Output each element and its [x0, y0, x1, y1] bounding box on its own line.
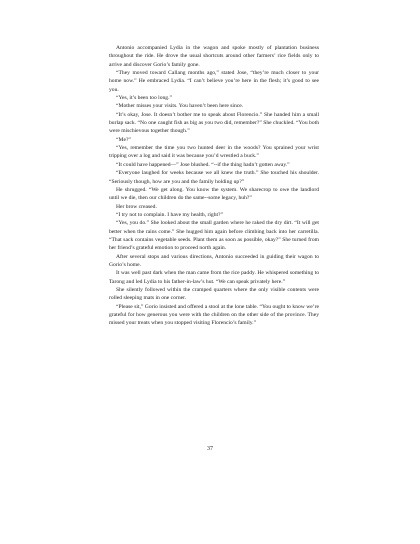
body-text: [109, 44, 319, 328]
paragraph: “Everyone laughed for weeks because we all knew the truth.” She touched his shoulder. “Seriously though, how are you and the family holding up?”: [109, 170, 319, 185]
paragraph: She silently followed within the cramped quarters where the only visible contents were rolled sleeping mats in one corner.: [109, 286, 319, 302]
paragraph: Antonio accompanied Lydia in the wagon and spoke mostly of plantation business throughout the ride. He drove the usual shortcuts around other farmers’ rice fields only to arrive and discover Gorio’s family gone.: [109, 45, 319, 68]
paragraph: “Yes, it’s been too long.”: [116, 95, 172, 102]
paragraph: Her brow creased.: [116, 203, 157, 210]
paragraph: “Please sit,” Gorio insisted and offered a stool at the lone table. “You ought to know we’re grateful for how generous you were with the children on the other side of the province. They missed your treats when you stopped visiting Florencio’s family.”: [109, 303, 319, 327]
paragraph: “Yes, remember the time you two hunted deer in the woods? You sprained your wrist tripping over a log and said it was because you’d wrestled a buck.”: [109, 145, 319, 160]
paragraph: “Me?”: [116, 136, 131, 143]
paragraph: “It’s okay, Jose. It doesn’t bother me to speak about Florencio.” She handed him a small burlap sack. “No one caught fish as big as you two did, remember?” She chuckled. “You both were mischievous together though.”: [109, 111, 319, 135]
page-number: 37: [207, 446, 213, 452]
paragraph: “They moved toward Callang months ago,” stated Jose, “they’re much closer to your home now.” He embraced Lydia. “I can’t believe you’re here in the flesh; it’s good to see you.: [109, 70, 319, 93]
paragraph: “Mother misses your visits. You haven’t been here since.: [116, 103, 244, 110]
paragraph: It was well past dark when the man came from the rice paddy. He whispered something to Tarong and led Lydia to his father-in-law’s hut. “We can speak privately here.”: [109, 270, 319, 285]
paragraph: “Yes, you do.” She looked about the small garden where he raked the dry dirt. “It will get better when the rains come.” She hugged him again before climbing back into her carretilla. “That sack contains vegetable seeds. Plant them as soon as possible, okay?” She turned from her friend’s grateful emotion to proceed north again.: [109, 220, 319, 252]
paragraph: He shrugged. “We get along. You know the system. We sharecrop to owe the landlord until we die, then our children do the same--some legacy, huh?”: [109, 186, 319, 202]
paragraph: “It could have happened—” Jose blushed. “--if the thing hadn’t gotten away.”: [116, 161, 290, 168]
paragraph: “I try not to complain. I have my health, right?”: [116, 211, 224, 218]
paragraph: After several stops and various directions, Antonio succeeded in guiding their wagon to Gorio’s home.: [109, 253, 319, 268]
